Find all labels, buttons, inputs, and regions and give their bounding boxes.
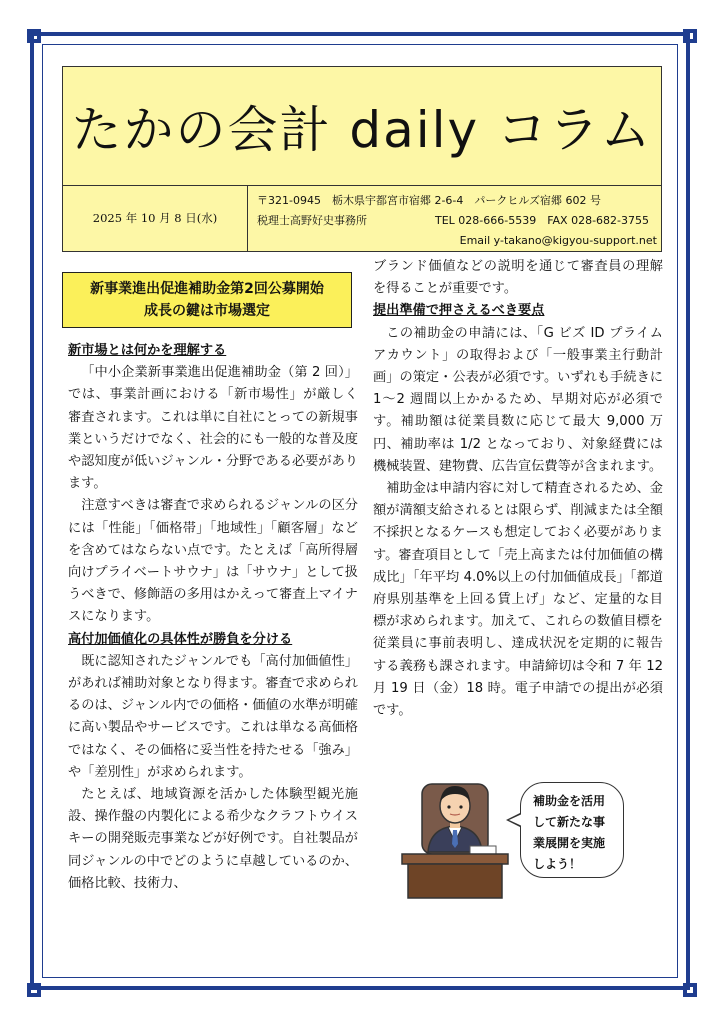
- section-heading-high-value: 高付加価値化の具体性が勝負を分ける: [68, 631, 293, 647]
- businessman-at-desk-illustration: [400, 770, 510, 900]
- article-right-column: [373, 256, 663, 722]
- paragraph-continued: ブランド価値などの説明を通じて審査員の理解を得ることが重要です。: [373, 259, 663, 297]
- masthead: [62, 66, 662, 252]
- bubble-line: 補助金を活用: [533, 794, 606, 808]
- office-name: 税理士高野好史事務所: [257, 214, 367, 227]
- article-headline: [62, 272, 352, 328]
- section-heading-submission: 提出準備で押さえるべき要点: [373, 303, 545, 319]
- paragraph: 注意すべきは審査で求められるジャンルの区分には「性能」「価格帯」「地域性」「顧客層」などを含めてはならない点です。たとえば「高所得層向けプライベートサウナ」は「サウナ」として扱うべきで、修飾語の多用はかえって審査上マイナスになります。: [68, 498, 358, 625]
- section-heading-new-market: 新市場とは何かを理解する: [68, 343, 227, 358]
- issue-date: 2025 年 10 月 8 日(水): [92, 211, 218, 225]
- headline-line-2: 成長の鍵は市場選定: [144, 303, 270, 319]
- bubble-line: 業展開を実施: [533, 836, 606, 850]
- office-contact: [257, 191, 657, 251]
- speech-bubble: [520, 782, 624, 878]
- masthead-divider-vertical: [247, 185, 248, 251]
- speech-bubble-tail-inner: [509, 814, 522, 826]
- office-address: 〒321-0945 栃木県宇都宮市宿郷 2-6-4 パークヒルズ宿郷 602 号: [257, 194, 602, 207]
- paragraph: 既に認知されたジャンルでも「高付加価値性」があれば補助対象となり得ます。審査で求められるのは、ジャンル内での価格・価値の水準が明確に高い製品やサービスです。これは単なる高価格ではなく、その価格に妥当性を持たせる「強み」や「差別性」が求められます。: [68, 653, 358, 780]
- paragraph: 補助金は申請内容に対して精査されるため、金額が満額支給されるとは限らず、削減または全額不採択となるケースも想定しておく必要があります。審査項目として「売上高または付加価値の構成比」「年平均 4.0%以上の付加価値成長」「都道府県別基準を上回る賃上げ」など、定量的な目標が求められます。加えて、これらの数値目標を従業員に事前表明し、達成状況を定期的に報告する義務も課されます。申請締切は令和 7 年 12 月 19 日（金）18 時。電子申請での提出が必須です。: [373, 481, 663, 719]
- page-title: たかの会計 daily コラム: [71, 101, 653, 159]
- bubble-line: しよう！: [533, 857, 582, 871]
- headline-line-1: 新事業進出促進補助金第2回公募開始: [90, 281, 324, 297]
- office-phone-fax: TEL 028-666-5539 FAX 028-682-3755: [435, 214, 650, 227]
- office-email: Email y-takano@kigyou-support.net: [459, 234, 657, 247]
- paragraph: 「中小企業新事業進出促進補助金（第 2 回）」では、事業計画における「新市場性」が厳しく審査されます。これは単に自社にとっての新規事業というだけでなく、社会的にも一般的な普及度や認知度が低いジャンル・分野である必要があります。: [68, 365, 358, 492]
- paragraph: たとえば、地域資源を活かした体験型観光施設、操作盤の内製化による希少なクラフトウイスキーの開発販売事業などが好例です。自社製品が同ジャンルの中でどのように卓越しているのか、価格比較、技術力、: [68, 787, 358, 891]
- article-left-column: [68, 340, 358, 895]
- bubble-line: して新たな事: [533, 815, 606, 829]
- paragraph: この補助金の申請には、「G ビズ ID プライムアカウント」の取得および「一般事業主行動計画」の策定・公表が必須です。いずれも手続きに 1～2 週間以上かかるため、早期対応が必須です。補助額は従業員数に応じて最大 9,000 万円、補助率は 1/2 となっており、対象経費には機械装置、建物費、広告宣伝費等が含まれます。: [373, 325, 663, 474]
